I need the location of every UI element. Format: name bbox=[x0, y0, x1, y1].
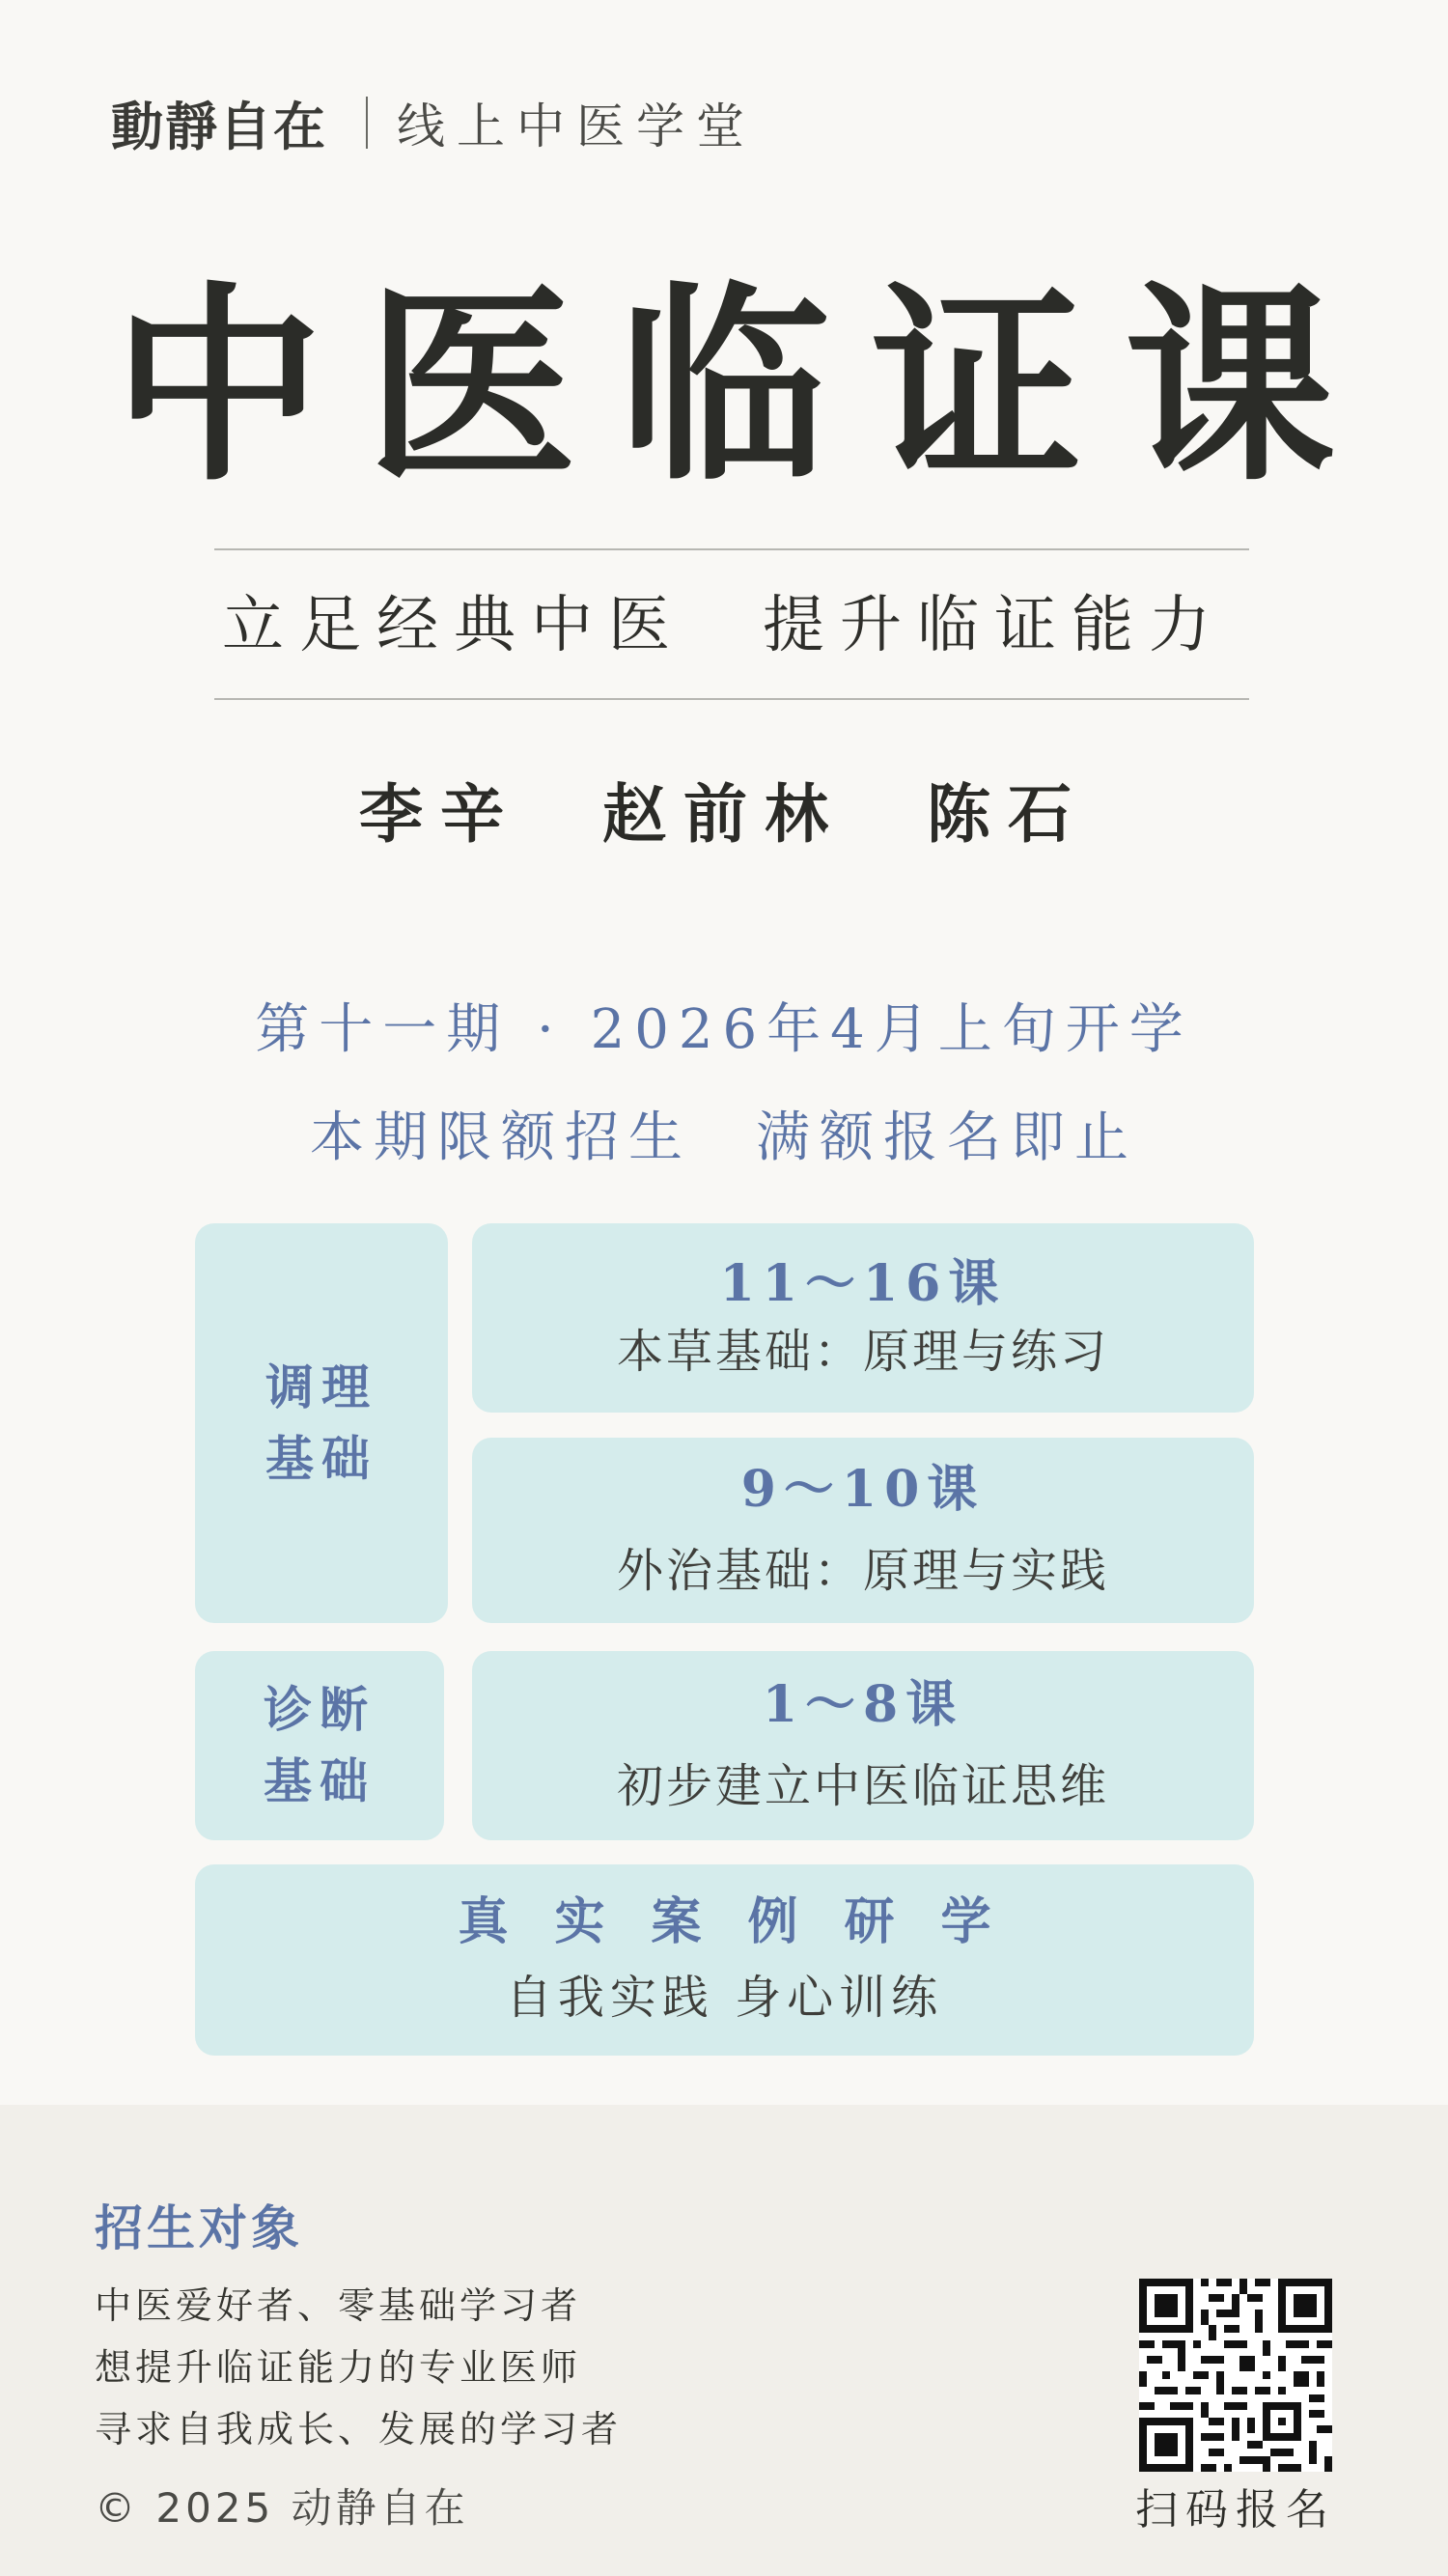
brand-logo: 動靜自在 bbox=[111, 95, 327, 157]
course-card bbox=[472, 1651, 1254, 1840]
category-zhenduan-label: 诊断 基础 bbox=[264, 1681, 376, 1809]
term-info: 第十一期 · 2026年4月上旬开学 bbox=[255, 998, 1193, 1061]
teachers: 李辛 赵前林 陈石 bbox=[359, 776, 1089, 852]
brand-divider bbox=[366, 97, 368, 149]
course-card bbox=[472, 1438, 1254, 1623]
course-number: 9～10课 bbox=[740, 1460, 986, 1519]
copyright: © 2025 动静自在 bbox=[95, 2484, 469, 2532]
enrollment-limit: 本期限额招生 满额报名即止 bbox=[310, 1106, 1138, 1169]
audience-line: 中医爱好者、零基础学习者 bbox=[95, 2284, 582, 2327]
audience-line: 寻求自我成长、发展的学习者 bbox=[95, 2408, 623, 2450]
case-study-card bbox=[195, 1864, 1254, 2056]
course-number: 11～16课 bbox=[719, 1254, 1007, 1313]
qr-code-icon[interactable] bbox=[1139, 2279, 1332, 2472]
course-description: 初步建立中医临证思维 bbox=[616, 1759, 1109, 1813]
category-zhenduan bbox=[195, 1651, 444, 1840]
case-study-title: 真实案例研学 bbox=[458, 1892, 1038, 1951]
divider-top bbox=[214, 548, 1249, 550]
course-card bbox=[472, 1223, 1254, 1413]
brand-header bbox=[111, 89, 756, 156]
course-description: 本草基础：原理与练习 bbox=[616, 1325, 1109, 1379]
brand-subtitle: 线上中医学堂 bbox=[397, 98, 756, 154]
qr-label: 扫码报名 bbox=[1135, 2485, 1336, 2534]
case-study-description: 自我实践 身心训练 bbox=[505, 1971, 944, 2025]
course-description: 外治基础：原理与实践 bbox=[616, 1544, 1109, 1598]
audience-line: 想提升临证能力的专业医师 bbox=[95, 2346, 582, 2389]
page-title: 中医临证课 bbox=[113, 263, 1378, 510]
category-tiaoli bbox=[195, 1223, 448, 1623]
divider-bottom bbox=[214, 698, 1249, 700]
slogan: 立足经典中医 提升临证能力 bbox=[222, 590, 1226, 661]
category-tiaoli-label: 调理 基础 bbox=[265, 1358, 377, 1487]
course-number: 1～8课 bbox=[762, 1675, 964, 1734]
audience-title: 招生对象 bbox=[95, 2199, 303, 2256]
